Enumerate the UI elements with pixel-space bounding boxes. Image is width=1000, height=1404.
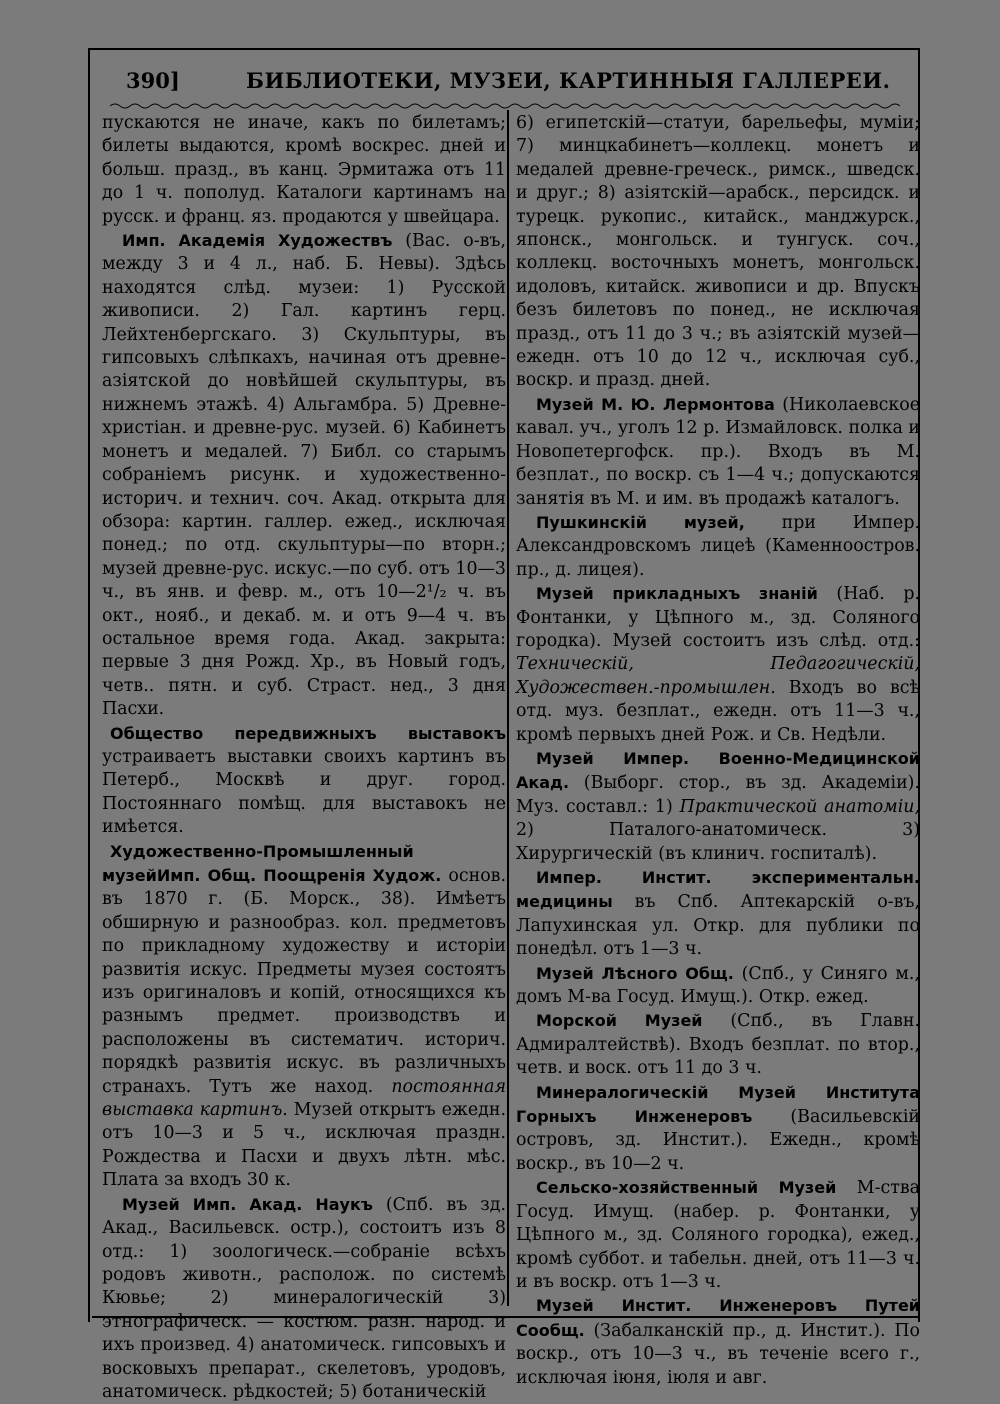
entry-lermontov-museum: Музей М. Ю. Лермонтова (Николаевское кавал. уч., уголъ 12 р. Измайловск. полка и Новопетергофск. пр.). Входъ въ М. безплат., по воскр. съ 1—4 ч.; допускаются занятія въ М. и им. въ продажѣ каталогъ. xyxy=(516,394,921,509)
entry-military-medical-museum: Музей Импер. Военно-Медицинской Акад. (Выборг. стор., въ зд. Академіи). Муз. составл.: 1) Практической анатоміи, 2) Паталого-анатомическ. 3) Хирургическій (въ клинич. госпиталѣ). xyxy=(516,748,920,864)
right-column xyxy=(516,112,920,1390)
column-divider xyxy=(507,110,509,1306)
entry-applied-knowledge-museum: Музей прикладныхъ знаній (Наб. р. Фонтанки, у Цѣпного м., зд. Соляного городка). Музей состоитъ изъ слѣд. отд.: Техническій, Педагогическій, Художествен.-промышлен. Входъ во всѣ отд. муз. безплат., ежедн. отъ 11—3 ч., кромѣ первыхъ дней Рож. и Св. Недѣли. xyxy=(516,584,920,745)
entry-experimental-medicine: Импер. Инстит. экспериментальн. медицины въ Спб. Аптекарскій о-въ, Лапухинская ул. Откр. для публики по понедѣл. отъ 1—3 ч. xyxy=(516,868,920,960)
entry-peredvizhniki: Общество передвижныхъ выставокъ устраиваетъ выставки своихъ картинъ въ Петерб., Москвѣ и друг. город. Постояннаго помѣщ. для выставокъ не имѣется. xyxy=(102,723,506,838)
bottom-rule xyxy=(92,1316,918,1318)
entry-pushkin-museum: Пушкинскій музей, при Импер. Александровскомъ лицеѣ (Каменноостров. пр., д. лицея). xyxy=(516,512,920,580)
page-header xyxy=(90,68,918,100)
running-title: БИБЛИОТЕКИ, МУЗЕИ, КАРТИННЫЯ ГАЛЛЕРЕИ. xyxy=(246,68,891,93)
entry-academy-of-sciences: Музей Имп. Акад. Наукъ (Спб. въ зд. Акад., Васильевск. остр.), состоитъ изъ 8 отд.: 1) зоологическ.—собраніе всѣхъ родовъ животн., располож. по системѣ Кювье; 2) минералогическій 3) этнографическ. — костюм. разн. народ. и ихъ произвед. 4) анатомическ. гипсовыхъ и восковыхъ препарат., скелетовъ, уродовъ, анатомическ. рѣдкостей; 5) ботаническій xyxy=(102,1194,506,1402)
wavy-ornament xyxy=(110,102,900,110)
entry-academy-of-arts: Имп. Академія Художествъ (Вас. о-въ, между 3 и 4 л., наб. Б. Невы). Здѣсь находятся слѣд. музеи: 1) Русской живописи. 2) Гал. картинъ герц. Лейхтенбергскаго. 3) Скульптуры, въ гипсовыхъ слѣпкахъ, начиная отъ древне-азіятской до новѣйшей скульптуры, въ нижнемъ этажѣ. 4) Альгамбра. 5) Древне-христіан. и древне-рус. музей. 6) Кабинетъ монетъ и медалей. 7) Библ. со старымъ собраніемъ рисунк. и художественно-историч. и технич. соч. Акад. открыта для обзора: картин. галлер. ежед., исключая понед.; по отд. скульптуры—по вторн.; музей древне-рус. искус.—по суб. отъ 10—3 ч., въ янв. и февр. м., отъ 10—2¹/₂ ч. въ окт., нояб., и декаб. м. и отъ 9—4 ч. въ остальное время года. Акад. закрыта: первые 3 дня Рожд. Хр., въ Новый годъ, четв.. пятн. и суб. Страст. нед., 3 дня Пасхи. xyxy=(102,231,506,720)
entry-railway-engineers-museum: Музей Инстит. Инженеровъ Путей Сообщ. (Забалканскій пр., д. Инстит.). По воскр., отъ 10—3 ч., въ теченіе всего г., исключая іюня, іюля и авг. xyxy=(516,1296,920,1388)
entry-continuation: пускаются не иначе, какъ по билетамъ; билеты выдаются, кромѣ воскрес. дней и больш. празд., въ канц. Эрмитажа отъ 11 до 1 ч. пополуд. Каталоги картинамъ на русск. и франц. яз. продаются у швейцара. xyxy=(102,113,506,227)
entry-continuation-right: 6) египетскій—статуи, барельефы, муміи; 7) минцкабинетъ—коллекц. монетъ и медалей древне-греческ., римск., шведск. и друг.; 8) азіятскій—арабск., персидск. и турецк. рукопис., китайск., манджурск., японск., монгольск. и тунгуск. соч., коллекц. восточныхъ монетъ, монгольск. идоловъ, китайск. живописи и др. Впускъ безъ билетовъ по понед., не исключая празд., отъ 11 до 3 ч.; въ азіятскій музей—ежедн. отъ 10 до 12 ч., исключая суб., воскр. и празд. дней. xyxy=(516,113,920,391)
entry-mineralogical-museum: Минералогическій Музей Института Горныхъ Инженеровъ (Васильевскій островъ, зд. Инстит.). Ежедн., кромѣ воскр., въ 10—2 ч. xyxy=(516,1082,921,1174)
entry-forest-society-museum: Музей Лѣсного Общ. (Спб., у Синяго м., домъ М-ва Госуд. Имущ.). Откр. ежед. xyxy=(516,963,920,1008)
book-page xyxy=(88,48,921,1402)
left-column xyxy=(102,112,506,1404)
entry-naval-museum: Морской Музей (Спб., въ Главн. Адмиралтействѣ). Входъ безплат. по втор., четв. и воск. отъ 11 до 3 ч. xyxy=(516,1011,920,1079)
page-number: 390] xyxy=(126,68,180,93)
entry-agricultural-museum: Сельско-хозяйственный Музей М-ства Госуд. Имущ. (набер. р. Фонтанки, у Цѣпного м., зд. Соляного городка), ежед., кромѣ суббот. и табельн. дней, отъ 11—3 ч. и въ воскр. отъ 1—3 ч. xyxy=(516,1178,920,1292)
entry-art-industrial-museum: Художественно-Промышленный музейИмп. Общ. Поощренія Худож. основ. въ 1870 г. (Б. Морск., 38). Имѣетъ обширную и разнообраз. кол. предметовъ по прикладному художеству и исторіи развитія искус. Предметы музея состоятъ изъ оригиналовъ и копій, относящихся къ разнымъ предмет. производствъ и расположены въ систематич. историч. порядкѣ развитія искус. въ различныхъ странахъ. Тутъ же наход. постоянная выставка картинъ. Музей открытъ ежедн. отъ 10—3 и 5 ч., исключая праздн. Рождества и Пасхи и двухъ лѣтн. мѣс. Плата за входъ 30 к. xyxy=(102,841,507,1191)
